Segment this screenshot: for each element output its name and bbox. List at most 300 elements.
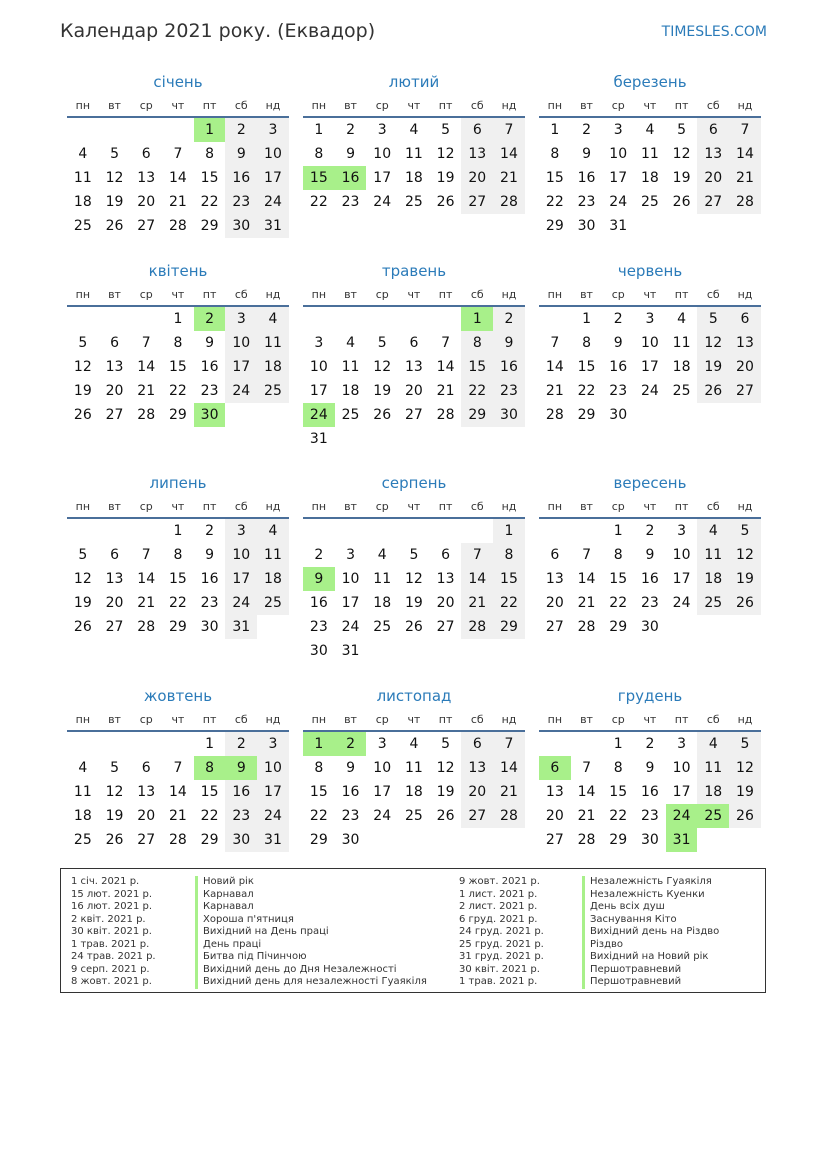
month-4 [67,259,289,427]
day-cell: 21 [545,383,564,399]
day-cell: 13 [404,359,423,375]
legend-date: 15 лют. 2021 р. [71,888,153,900]
day-cell: 19 [436,784,455,800]
weekday-header [539,94,761,118]
day-cell: 6 [550,547,560,563]
day-cell: 30 [640,619,659,635]
day-cell: 2 [613,311,623,327]
day-cell: 31 [341,643,360,659]
day-cell: 18 [73,808,92,824]
empty-cell [67,732,99,756]
day-cell: 10 [225,543,257,567]
day-cell: 15 [309,784,328,800]
day-cell: 7 [582,760,591,776]
day-cell: 29 [200,218,219,234]
day-cell: 1 [613,523,623,539]
day-cell: 14 [493,756,525,780]
weekday-label: пн [547,712,563,726]
day-cell: 20 [436,595,455,611]
day-cell: 4 [257,307,289,331]
day-cell: 27 [697,190,729,214]
day-cell: 22 [609,808,628,824]
weekday-label: вт [108,287,121,301]
day-cell: 26 [105,218,124,234]
day-cell: 29 [461,403,493,427]
day-cell: 7 [729,118,761,142]
weekday-label: сб [470,287,484,301]
day-cell: 26 [436,808,455,824]
day-cell: 8 [493,543,525,567]
day-cell: 4 [78,760,88,776]
day-cell: 31 [257,214,289,238]
day-cell: 5 [110,146,119,162]
day-cell: 25 [404,808,423,824]
empty-cell [130,519,162,543]
day-cell: 13 [436,571,455,587]
day-cell: 1 [582,311,591,327]
empty-cell [366,519,398,543]
day-grid [67,519,289,639]
day-cell: 21 [168,194,187,210]
weekday-label: нд [737,98,753,112]
day-cell: 25 [341,407,360,423]
day-cell: 15 [168,359,187,375]
day-cell: 4 [677,311,687,327]
day-cell: 30 [640,832,659,848]
day-cell: 21 [137,383,156,399]
day-cell: 11 [341,359,360,375]
day-cell: 22 [493,591,525,615]
day-cell: 8 [582,335,591,351]
legend-holiday-name: Карнавал [195,889,427,902]
month-9 [539,471,761,639]
day-cell: 9 [582,146,591,162]
legend-holiday-name: Карнавал [195,901,427,914]
day-cell: 19 [105,194,124,210]
day-cell: 25 [404,194,423,210]
day-cell: 10 [225,331,257,355]
day-cell: 1 [314,122,324,138]
day-cell: 28 [545,407,564,423]
day-cell: 7 [493,732,525,756]
day-cell: 25 [640,194,659,210]
empty-cell [162,118,194,142]
weekday-label: пт [438,287,453,301]
month-name: жовтень [143,687,213,705]
day-cell: 27 [729,379,761,403]
day-cell: 7 [141,547,151,563]
day-grid [303,732,525,852]
day-cell: 19 [373,383,392,399]
weekday-label: пт [674,98,689,112]
month-name: червень [617,262,683,280]
empty-cell [366,307,398,331]
weekday-label: нд [501,499,517,513]
day-cell: 13 [105,571,124,587]
weekday-label: сб [470,499,484,513]
day-cell: 19 [436,170,455,186]
day-cell: 19 [729,780,761,804]
day-cell: 5 [409,547,419,563]
legend-dates-left [71,876,156,989]
day-cell: 27 [105,407,124,423]
day-cell: 26 [105,832,124,848]
day-cell: 18 [73,194,92,210]
day-cell: 28 [436,407,455,423]
empty-cell [130,307,162,331]
empty-cell [99,732,131,756]
month-name: лютий [388,73,440,91]
day-cell: 23 [200,595,219,611]
day-cell: 17 [257,166,289,190]
day-cell: 17 [309,383,328,399]
legend-holiday-name: Новий рік [195,876,427,889]
empty-cell [130,732,162,756]
month-10 [67,684,289,852]
day-cell: 11 [404,760,423,776]
day-cell: 6 [110,547,119,563]
day-cell: 22 [309,808,328,824]
legend-names-left [195,876,427,989]
day-cell: 27 [461,190,493,214]
day-cell: 18 [257,567,289,591]
day-cell: 3 [257,732,289,756]
day-cell: 16 [341,784,360,800]
day-cell: 16 [493,355,525,379]
day-cell: 29 [168,619,187,635]
day-cell: 3 [677,736,687,752]
day-cell: 19 [672,170,691,186]
weekday-header [67,708,289,732]
day-cell: 20 [729,355,761,379]
legend-date: 30 квіт. 2021 р. [71,926,152,937]
weekday-label: ср [139,98,153,112]
day-cell: 1 [205,736,215,752]
day-cell: 22 [168,383,187,399]
day-cell: 4 [697,519,729,543]
weekday-label: сб [234,712,248,726]
day-grid [539,519,761,639]
day-cell: 21 [168,808,187,824]
day-cell: 2 [314,547,324,563]
day-cell: 10 [257,756,289,780]
empty-cell [335,307,367,331]
day-cell: 17 [257,780,289,804]
day-grid [539,732,761,852]
day-cell: 14 [137,571,156,587]
weekday-header [67,495,289,519]
day-cell: 10 [373,146,392,162]
day-cell: 26 [729,591,761,615]
month-11 [303,684,525,852]
site-logo-text[interactable]: TIMESLES.COM [661,24,767,40]
day-grid [303,307,525,451]
day-cell: 13 [729,331,761,355]
legend-holiday-name: Першотравневий [582,976,719,989]
day-cell: 26 [436,194,455,210]
day-cell: 15 [168,571,187,587]
day-cell: 1 [173,311,183,327]
day-cell: 13 [137,170,156,186]
legend-holiday-name: День всіх душ [582,901,719,914]
day-cell: 28 [168,218,187,234]
weekday-label: пн [75,499,91,513]
weekday-label: пт [674,499,689,513]
day-cell: 3 [677,523,687,539]
day-cell: 15 [461,355,493,379]
weekday-label: чт [407,712,421,726]
day-cell: 8 [461,331,493,355]
holiday-day-cell: 1 [303,732,335,756]
day-cell: 19 [73,595,92,611]
day-cell: 11 [697,756,729,780]
day-cell: 5 [441,736,451,752]
day-cell: 24 [257,190,289,214]
weekday-label: нд [501,287,517,301]
day-cell: 1 [173,523,183,539]
day-cell: 20 [137,808,156,824]
weekday-label: вт [580,712,593,726]
day-cell: 10 [257,142,289,166]
day-cell: 3 [346,547,355,563]
day-cell: 29 [609,832,628,848]
day-cell: 26 [697,379,729,403]
day-cell: 10 [373,760,392,776]
day-cell: 24 [672,595,691,611]
day-cell: 20 [137,194,156,210]
weekday-label: чт [643,287,657,301]
day-cell: 9 [205,547,215,563]
day-cell: 28 [493,190,525,214]
empty-cell [461,519,493,543]
day-cell: 25 [73,218,92,234]
day-cell: 23 [640,808,659,824]
day-cell: 3 [314,335,324,351]
day-cell: 6 [141,760,151,776]
weekday-label: ср [611,712,625,726]
day-cell: 30 [493,403,525,427]
month-name: вересень [613,474,687,492]
day-cell: 12 [73,571,92,587]
day-cell: 23 [200,383,219,399]
legend-date: 25 груд. 2021 р. [459,938,544,950]
day-cell: 30 [341,832,360,848]
month-name: травень [381,262,447,280]
day-cell: 23 [341,194,360,210]
day-cell: 7 [173,146,183,162]
day-cell: 28 [577,619,596,635]
month-5 [303,259,525,451]
weekday-label: сб [234,499,248,513]
day-cell: 16 [577,170,596,186]
day-cell: 4 [257,519,289,543]
weekday-label: вт [580,98,593,112]
day-cell: 12 [672,146,691,162]
weekday-label: вт [344,712,357,726]
weekday-label: пн [75,712,91,726]
day-cell: 24 [257,804,289,828]
day-cell: 28 [137,619,156,635]
day-cell: 11 [257,331,289,355]
weekday-label: пн [311,287,327,301]
weekday-label: ср [611,287,625,301]
day-cell: 13 [461,756,493,780]
day-cell: 28 [461,615,493,639]
day-cell: 17 [373,784,392,800]
day-cell: 16 [309,595,328,611]
day-cell: 1 [550,122,560,138]
weekday-label: пн [311,712,327,726]
weekday-label: сб [706,499,720,513]
weekday-header [67,283,289,307]
month-7 [67,471,289,639]
day-cell: 5 [78,547,88,563]
day-cell: 28 [729,190,761,214]
day-cell: 2 [205,523,215,539]
day-cell: 15 [577,359,596,375]
day-cell: 2 [225,732,257,756]
day-cell: 27 [545,832,564,848]
day-cell: 31 [257,828,289,852]
day-cell: 12 [697,331,729,355]
day-cell: 25 [257,379,289,403]
holiday-day-cell: 24 [666,804,698,828]
weekday-label: ср [611,98,625,112]
day-cell: 23 [493,379,525,403]
day-cell: 14 [577,784,596,800]
day-cell: 22 [577,383,596,399]
holiday-day-cell: 24 [303,403,335,427]
day-cell: 29 [545,218,564,234]
weekday-header [539,495,761,519]
day-cell: 23 [309,619,328,635]
legend-date: 24 трав. 2021 р. [71,951,156,962]
day-cell: 11 [404,146,423,162]
day-cell: 26 [404,619,423,635]
day-cell: 12 [105,170,124,186]
weekday-label: ср [375,287,389,301]
day-cell: 14 [729,142,761,166]
day-cell: 27 [436,619,455,635]
legend-holiday-name: Вихідний на День праці [195,926,427,939]
weekday-label: пт [202,287,217,301]
day-cell: 2 [346,122,355,138]
weekday-label: пн [311,98,327,112]
day-cell: 28 [168,832,187,848]
day-cell: 18 [404,170,423,186]
weekday-label: пн [75,287,91,301]
day-cell: 8 [314,146,324,162]
day-cell: 30 [609,407,628,423]
day-cell: 21 [577,808,596,824]
day-cell: 18 [697,567,729,591]
day-cell: 17 [609,170,628,186]
month-name: березень [613,73,687,91]
weekday-label: сб [234,287,248,301]
day-cell: 11 [373,571,392,587]
day-cell: 31 [225,615,257,639]
day-cell: 19 [73,383,92,399]
legend-names-right [582,876,719,989]
day-cell: 16 [200,571,219,587]
day-cell: 28 [577,832,596,848]
weekday-label: ср [139,712,153,726]
day-cell: 17 [341,595,360,611]
weekday-label: вт [344,287,357,301]
day-cell: 19 [729,567,761,591]
day-cell: 5 [677,122,687,138]
day-cell: 27 [461,804,493,828]
month-name: липень [149,474,207,492]
weekday-label: пн [311,499,327,513]
weekday-header [303,94,525,118]
month-3 [539,70,761,238]
day-cell: 14 [461,567,493,591]
empty-cell [99,118,131,142]
day-cell: 27 [545,619,564,635]
page-title: Календар 2021 року. (Еквадор) [60,20,376,42]
holiday-day-cell: 1 [194,118,226,142]
weekday-label: вт [580,499,593,513]
day-cell: 12 [729,756,761,780]
empty-cell [67,118,99,142]
day-cell: 13 [137,784,156,800]
day-cell: 13 [461,142,493,166]
day-cell: 13 [697,142,729,166]
empty-cell [303,519,335,543]
legend-holiday-name: Заснування Кіто [582,914,719,927]
legend-date: 1 січ. 2021 р. [71,876,140,887]
day-cell: 15 [609,784,628,800]
day-cell: 14 [545,359,564,375]
day-cell: 18 [341,383,360,399]
day-cell: 23 [225,804,257,828]
legend-date: 30 квіт. 2021 р. [459,963,540,975]
day-grid [539,307,761,427]
day-cell: 13 [105,359,124,375]
day-cell: 24 [225,591,257,615]
day-cell: 16 [225,780,257,804]
day-cell: 1 [613,736,623,752]
day-cell: 4 [409,736,419,752]
day-cell: 25 [373,619,392,635]
day-cell: 15 [609,571,628,587]
day-cell: 12 [373,359,392,375]
empty-cell [99,519,131,543]
day-cell: 16 [640,784,659,800]
legend-date: 1 трав. 2021 р. [71,938,150,950]
day-cell: 14 [168,170,187,186]
weekday-label: ср [139,287,153,301]
day-cell: 3 [377,122,387,138]
weekday-header [303,708,525,732]
day-cell: 20 [545,808,564,824]
day-cell: 15 [200,784,219,800]
weekday-label: ср [375,98,389,112]
empty-cell [571,519,603,543]
day-cell: 3 [225,519,257,543]
day-cell: 20 [105,595,124,611]
weekday-label: нд [265,712,281,726]
day-cell: 14 [577,571,596,587]
day-cell: 22 [200,194,219,210]
holiday-legend [60,868,766,993]
day-cell: 6 [441,547,451,563]
weekday-header [539,708,761,732]
day-cell: 2 [645,523,655,539]
day-cell: 23 [341,808,360,824]
weekday-label: сб [706,98,720,112]
